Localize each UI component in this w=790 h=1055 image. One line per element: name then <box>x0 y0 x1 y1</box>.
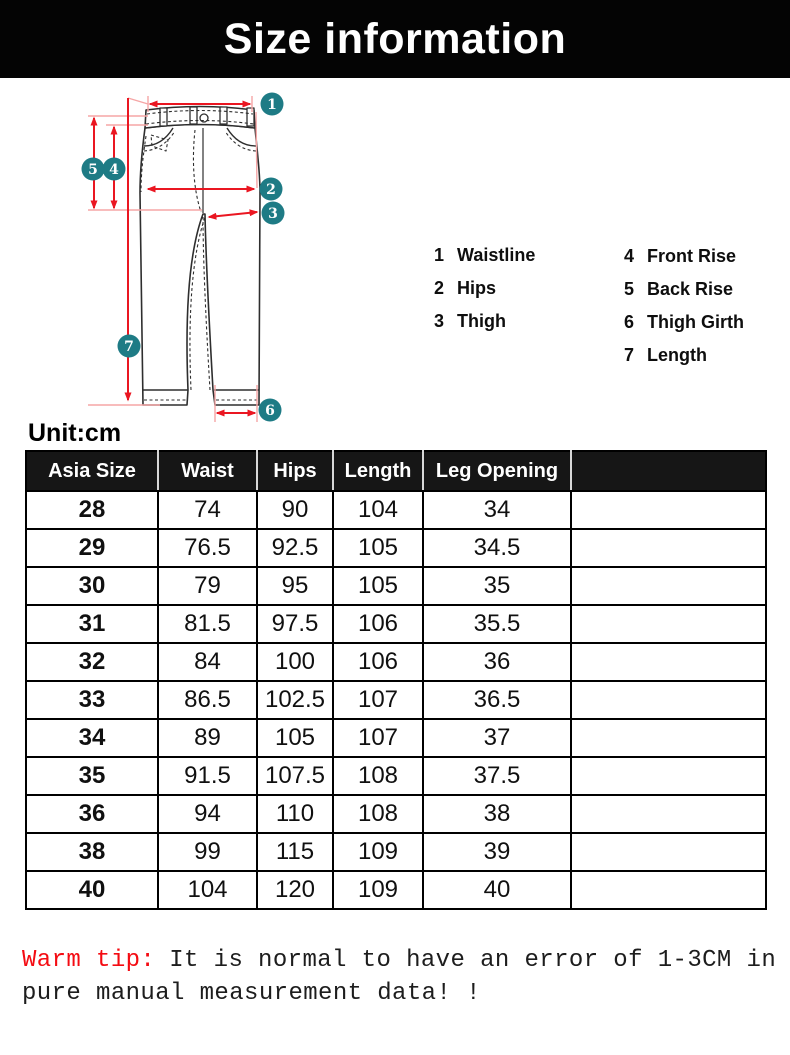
legend-item <box>434 305 535 338</box>
table-cell: 89 <box>158 719 257 757</box>
table-cell: 74 <box>158 491 257 529</box>
table-cell: 102.5 <box>257 681 333 719</box>
table-row <box>26 871 766 909</box>
legend-number: 7 <box>624 345 635 365</box>
table-cell: 107 <box>333 681 423 719</box>
marker-6 <box>259 399 282 422</box>
table-cell: 33 <box>26 681 158 719</box>
table-row <box>26 643 766 681</box>
legend-label: Hips <box>457 278 497 298</box>
table-cell <box>571 605 766 643</box>
warm-tip-line2 <box>22 977 790 1010</box>
legend-right <box>624 240 744 372</box>
legend-label: Back Rise <box>647 279 734 299</box>
svg-text:7: 7 <box>124 339 134 355</box>
pants-sketch-icon <box>140 107 260 406</box>
table-cell: 100 <box>257 643 333 681</box>
pants-measurement-diagram <box>80 88 300 433</box>
page-title: Size information <box>223 14 567 63</box>
column-header: Asia Size <box>26 451 158 491</box>
table-cell: 31 <box>26 605 158 643</box>
legend-item <box>624 273 744 306</box>
svg-text:6: 6 <box>265 403 275 419</box>
table-cell: 92.5 <box>257 529 333 567</box>
table-cell: 79 <box>158 567 257 605</box>
svg-text:3: 3 <box>268 206 278 222</box>
marker-3 <box>262 202 285 225</box>
table-row <box>26 491 766 529</box>
table-cell: 36.5 <box>423 681 571 719</box>
legend-item <box>434 272 535 305</box>
warm-tip <box>22 944 790 1010</box>
table-cell: 90 <box>257 491 333 529</box>
table-cell: 99 <box>158 833 257 871</box>
table-cell: 86.5 <box>158 681 257 719</box>
table-cell <box>571 795 766 833</box>
table-cell: 108 <box>333 795 423 833</box>
legend-number: 5 <box>624 279 635 299</box>
marker-2 <box>260 178 283 201</box>
table-row <box>26 833 766 871</box>
table-cell: 36 <box>26 795 158 833</box>
table-cell: 97.5 <box>257 605 333 643</box>
table-cell <box>571 491 766 529</box>
legend-number: 4 <box>624 246 635 266</box>
title-bar <box>0 0 790 78</box>
warm-tip-text2: pure manual measurement data! ! <box>22 980 481 1007</box>
table-row <box>26 567 766 605</box>
svg-text:2: 2 <box>266 182 276 198</box>
marker-5 <box>82 158 105 181</box>
table-cell <box>571 719 766 757</box>
table-cell <box>571 833 766 871</box>
size-table-header-row <box>26 451 766 491</box>
svg-text:5: 5 <box>88 162 98 178</box>
marker-7 <box>118 335 141 358</box>
legend-number: 1 <box>434 245 445 265</box>
table-cell: 35 <box>26 757 158 795</box>
table-cell: 105 <box>333 529 423 567</box>
table-cell: 107 <box>333 719 423 757</box>
legend-item <box>624 339 744 372</box>
table-cell: 81.5 <box>158 605 257 643</box>
legend-label: Thigh <box>457 311 506 331</box>
table-row <box>26 757 766 795</box>
legend-number: 6 <box>624 312 635 332</box>
size-table-body <box>26 491 766 909</box>
legend-item <box>624 240 744 273</box>
table-cell: 38 <box>423 795 571 833</box>
table-cell: 110 <box>257 795 333 833</box>
table-cell: 104 <box>158 871 257 909</box>
table-row <box>26 529 766 567</box>
legend-left <box>434 239 535 338</box>
legend-number: 3 <box>434 311 445 331</box>
legend-item <box>624 306 744 339</box>
table-cell: 94 <box>158 795 257 833</box>
legend-number: 2 <box>434 278 445 298</box>
table-cell <box>571 643 766 681</box>
table-cell: 105 <box>257 719 333 757</box>
table-cell: 34 <box>26 719 158 757</box>
table-cell: 107.5 <box>257 757 333 795</box>
svg-text:4: 4 <box>109 162 119 178</box>
column-header <box>571 451 766 491</box>
table-cell: 115 <box>257 833 333 871</box>
table-cell: 76.5 <box>158 529 257 567</box>
table-cell: 40 <box>423 871 571 909</box>
table-cell: 37.5 <box>423 757 571 795</box>
table-cell: 29 <box>26 529 158 567</box>
table-cell <box>571 529 766 567</box>
warm-tip-text1: It is normal to have an error of 1-3CM in <box>169 947 777 974</box>
table-cell <box>571 567 766 605</box>
table-cell: 38 <box>26 833 158 871</box>
table-row <box>26 795 766 833</box>
table-cell: 84 <box>158 643 257 681</box>
marker-4 <box>103 158 126 181</box>
legend-label: Waistline <box>457 245 536 265</box>
table-cell: 106 <box>333 605 423 643</box>
table-cell: 95 <box>257 567 333 605</box>
legend-label: Thigh Girth <box>647 312 744 332</box>
table-cell: 30 <box>26 567 158 605</box>
table-row <box>26 681 766 719</box>
table-cell: 34.5 <box>423 529 571 567</box>
table-cell <box>571 757 766 795</box>
svg-text:1: 1 <box>267 97 277 113</box>
table-cell: 106 <box>333 643 423 681</box>
table-cell <box>571 681 766 719</box>
table-cell: 35.5 <box>423 605 571 643</box>
table-cell: 40 <box>26 871 158 909</box>
table-cell: 109 <box>333 833 423 871</box>
size-table <box>25 450 767 910</box>
unit-label: Unit:cm <box>28 419 122 447</box>
table-cell: 109 <box>333 871 423 909</box>
table-cell: 120 <box>257 871 333 909</box>
legend-item <box>434 239 535 272</box>
table-cell: 37 <box>423 719 571 757</box>
table-cell: 34 <box>423 491 571 529</box>
table-row <box>26 719 766 757</box>
table-cell: 91.5 <box>158 757 257 795</box>
table-cell: 104 <box>333 491 423 529</box>
warm-tip-prefix: Warm tip: <box>22 947 156 974</box>
marker-1 <box>261 93 284 116</box>
warm-tip-line1 <box>22 944 790 977</box>
column-header: Hips <box>257 451 333 491</box>
table-cell: 108 <box>333 757 423 795</box>
table-cell <box>571 871 766 909</box>
table-cell: 35 <box>423 567 571 605</box>
table-cell: 36 <box>423 643 571 681</box>
table-cell: 28 <box>26 491 158 529</box>
legend-label: Length <box>647 345 707 365</box>
table-cell: 105 <box>333 567 423 605</box>
column-header: Length <box>333 451 423 491</box>
column-header: Waist <box>158 451 257 491</box>
table-cell: 39 <box>423 833 571 871</box>
table-cell: 32 <box>26 643 158 681</box>
table-row <box>26 605 766 643</box>
legend-label: Front Rise <box>647 246 737 266</box>
column-header: Leg Opening <box>423 451 571 491</box>
